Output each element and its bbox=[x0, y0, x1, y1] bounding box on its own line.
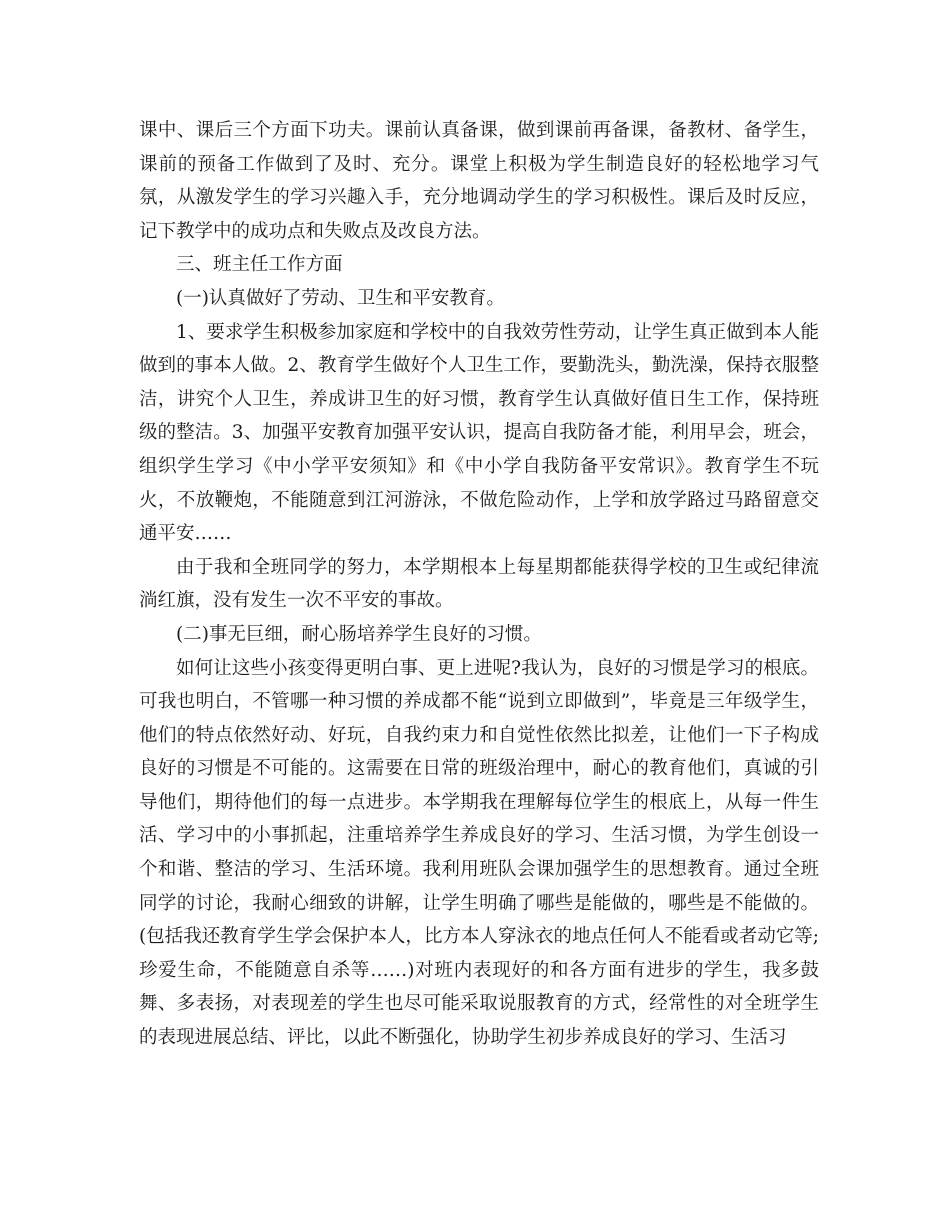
paragraph-results: 由于我和全班同学的努力，本学期根本上每星期都能获得学校的卫生或纪律流淌红旗，没有发生一次不平安的事故。 bbox=[139, 556, 819, 612]
subheading-labor-hygiene-safety: (一)认真做好了劳动、卫生和平安教育。 bbox=[176, 287, 505, 309]
section-heading-head-teacher-work: 三、班主任工作方面 bbox=[176, 254, 343, 276]
document-body bbox=[139, 114, 819, 1055]
paragraph-requirements: 1、要求学生积极参加家庭和学校中的自我效劳性劳动，让学生真正做到本人能做到的事本人做。2、教育学生做好个人卫生工作，要勤洗头，勤洗澡，保持衣服整洁，讲究个人卫生，养成讲卫生的好习惯，教育学生认真做好值日生工作，保持班级的整洁。3、加强平安教育加强平安认识，提高自我防备才能，利用早会，班会，组织学生学习《中小学平安须知》和《中小学自我防备平安常识》。教育学生不玩火，不放鞭炮，不能随意到江河游泳，不做危险动作，上学和放学路过马路留意交通平安…… bbox=[139, 321, 819, 545]
paragraph-habits: 如何让这些小孩变得更明白事、更上进呢?我认为，良好的习惯是学习的根底。可我也明白，不管哪一种习惯的养成都不能“说到立即做到”，毕竟是三年级学生，他们的特点依然好动、好玩，自我约束力和自觉性依然比拟差，让他们一下子构成良好的习惯是不可能的。这需要在日常的班级治理中，耐心的教育他们，真诚的引导他们，期待他们的每一点进步。本学期我在理解每位学生的根底上，从每一件生活、学习中的小事抓起，注重培养学生养成良好的学习、生活习惯，为学生创设一个和谐、整洁的学习、生活环境。我利用班队会课加强学生的思想教育。通过全班同学的讨论，我耐心细致的讲解，让学生明确了哪些是能做的，哪些是不能做的。(包括我还教育学生学会保护本人，比方本人穿泳衣的地点任何人不能看或者动它等;珍爱生命，不能随意自杀等……)对班内表现好的和各方面有进步的学生，我多鼓舞、多表扬，对表现差的学生也尽可能采取说服教育的方式，经常性的对全班学生的表现进展总结、评比，以此不断强化，协助学生初步养成良好的学习、生活习 bbox=[139, 657, 819, 1049]
subheading-good-habits: (二)事无巨细，耐心肠培养学生良好的习惯。 bbox=[176, 623, 542, 645]
paragraph-continuation: 课中、课后三个方面下功夫。课前认真备课，做到课前再备课，备教材、备学生，课前的预备工作做到了及时、充分。课堂上积极为学生制造良好的轻松地学习气氛，从激发学生的学习兴趣入手，充分地调动学生的学习积极性。课后及时反应，记下教学中的成功点和失败点及改良方法。 bbox=[139, 120, 819, 242]
